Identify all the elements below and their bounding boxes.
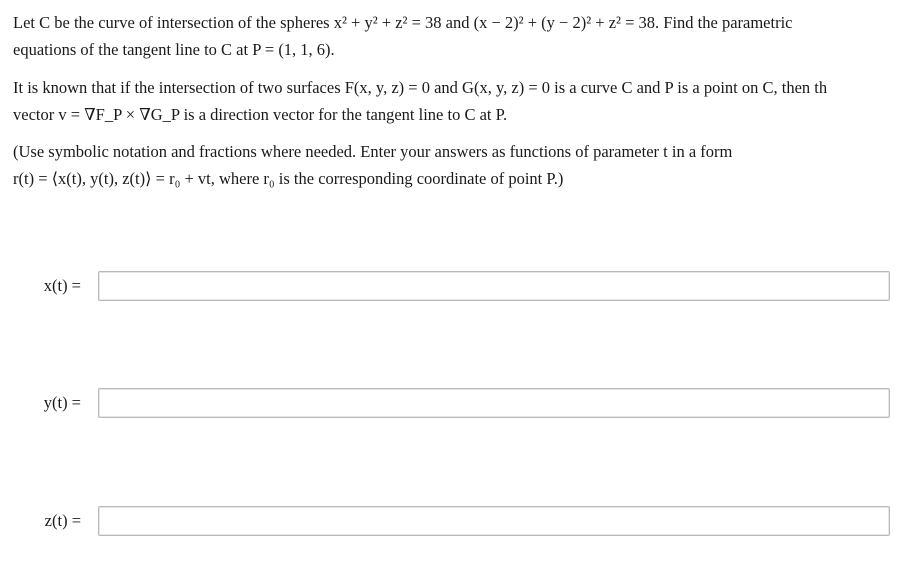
problem-line-4: vector v = ∇F_P × ∇G_P is a direction vector for the tangent line to C at P. xyxy=(13,105,508,124)
y-answer-input[interactable] xyxy=(98,388,890,418)
instruction-line-2: r(t) = ⟨x(t), y(t), z(t)⟩ = r₀ + vt, where r₀ is the corresponding coordinate of point P.) xyxy=(13,169,564,188)
y-answer-label: y(t) = xyxy=(43,393,81,412)
answer-row-y xyxy=(0,388,921,418)
answer-row-z xyxy=(0,506,921,536)
answer-row-x xyxy=(0,271,921,301)
instruction-line-1: (Use symbolic notation and fractions where needed. Enter your answers as functions of parameter t in a form xyxy=(13,142,733,161)
problem-line-1: Let C be the curve of intersection of the spheres x² + y² + z² = 38 and (x − 2)² + (y − 2)² + z² = 38. Find the parametric xyxy=(13,13,793,32)
x-answer-label: x(t) = xyxy=(43,276,81,295)
problem-line-2: equations of the tangent line to C at P = (1, 1, 6). xyxy=(13,40,335,59)
z-answer-label: z(t) = xyxy=(44,511,81,530)
x-answer-input[interactable] xyxy=(98,271,890,301)
problem-line-3: It is known that if the intersection of two surfaces F(x, y, z) = 0 and G(x, y, z) = 0 is a curve C and P is a point on C, then th xyxy=(13,78,828,97)
z-answer-input[interactable] xyxy=(98,506,890,536)
